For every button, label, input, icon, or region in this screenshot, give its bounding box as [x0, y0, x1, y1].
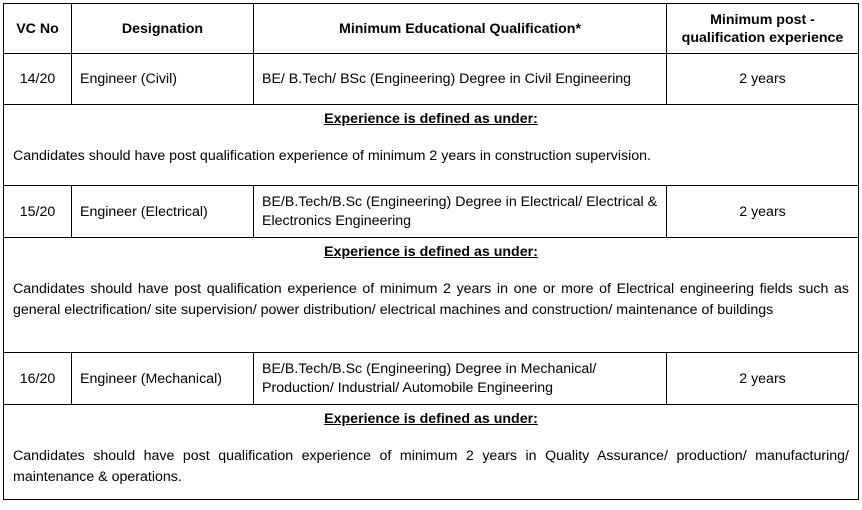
header-experience: Minimum post - qualification experience [667, 4, 859, 54]
qualification-cell: BE/ B.Tech/ BSc (Engineering) Degree in Civil Engineering [254, 54, 667, 105]
experience-info-row [4, 105, 859, 186]
experience-heading: Experience is defined as under: [324, 244, 538, 260]
header-qualification: Minimum Educational Qualification* [254, 4, 667, 54]
experience-text: Candidates should have post qualification experience of minimum 2 years in construction supervision. [13, 148, 651, 164]
table-row [4, 353, 859, 405]
designation-cell: Engineer (Electrical) [72, 186, 254, 238]
table-row [4, 186, 859, 238]
experience-info-row [4, 238, 859, 353]
vc-no-cell: 16/20 [4, 353, 72, 405]
qualification-cell: BE/B.Tech/B.Sc (Engineering) Degree in Electrical/ Electrical & Electronics Engineering [254, 186, 667, 238]
experience-heading: Experience is defined as under: [324, 411, 538, 427]
experience-info-cell [4, 238, 859, 353]
header-vc-no: VC No [4, 4, 72, 54]
experience-heading: Experience is defined as under: [324, 111, 538, 127]
vacancy-table [3, 3, 859, 500]
vc-no-cell: 14/20 [4, 54, 72, 105]
experience-text: Candidates should have post qualification experience of minimum 2 years in one or more of Electrical engineering fields such as general electrification/ site supervision/ power distribution/ electrical machines and construction/ maintenance of buildings [13, 281, 849, 318]
qualification-cell: BE/B.Tech/B.Sc (Engineering) Degree in Mechanical/ Production/ Industrial/ Automobile Engineering [254, 353, 667, 405]
designation-cell: Engineer (Civil) [72, 54, 254, 105]
experience-cell: 2 years [667, 186, 859, 238]
experience-text: Candidates should have post qualification experience of minimum 2 years in Quality Assurance/ production/ manufacturing/ maintenance & operations. [13, 448, 849, 485]
experience-cell: 2 years [667, 54, 859, 105]
header-row [4, 4, 859, 54]
designation-cell: Engineer (Mechanical) [72, 353, 254, 405]
header-designation: Designation [72, 4, 254, 54]
experience-cell: 2 years [667, 353, 859, 405]
table-row [4, 54, 859, 105]
experience-info-cell [4, 105, 859, 186]
experience-info-row [4, 405, 859, 500]
vc-no-cell: 15/20 [4, 186, 72, 238]
experience-info-cell [4, 405, 859, 500]
